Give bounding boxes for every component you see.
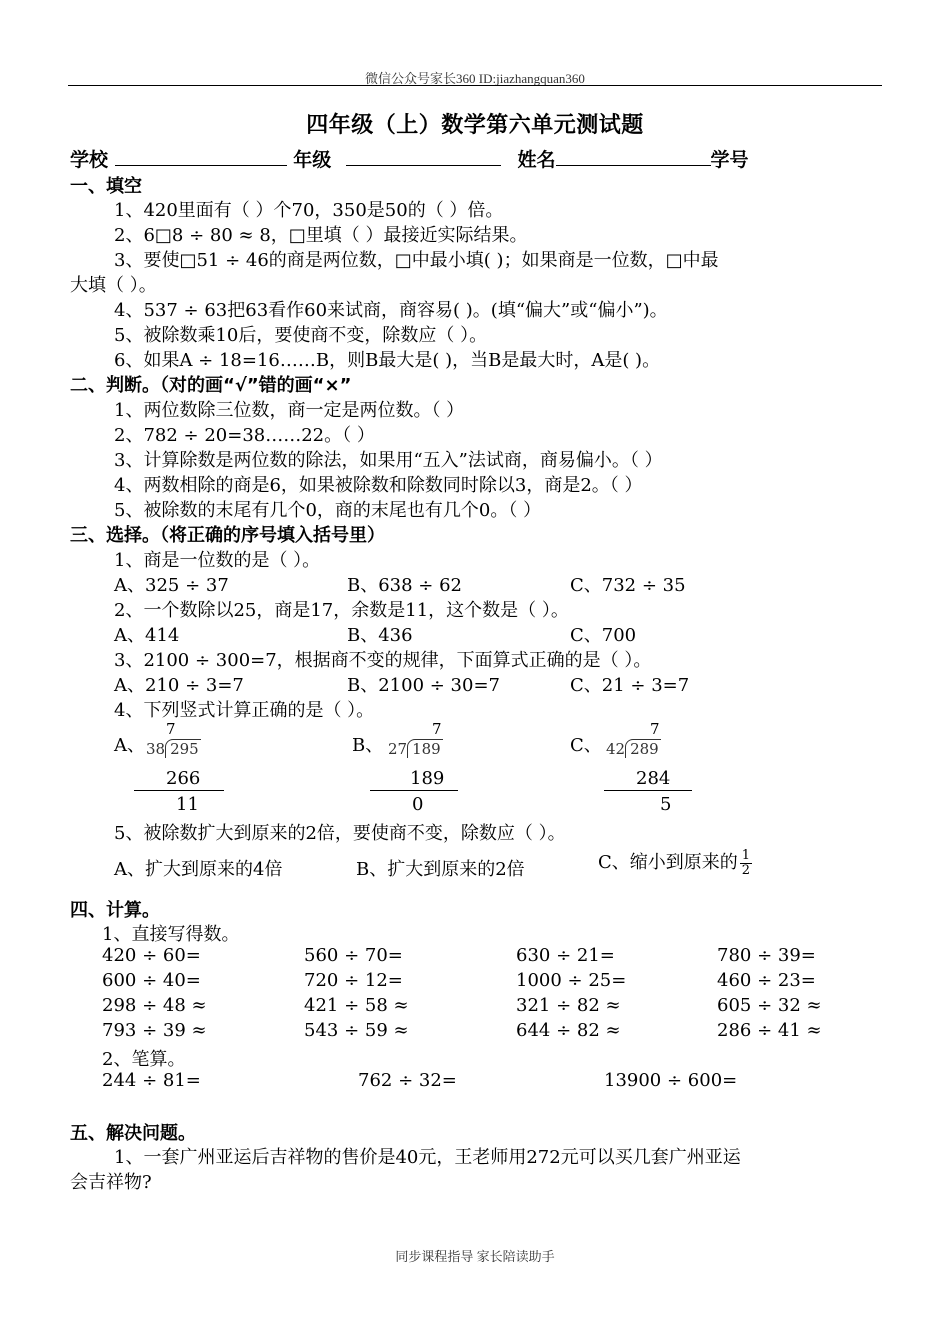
s2-question-5: 5、被除数的末尾有几个0，商的末尾也有几个0。（ ） <box>114 500 542 521</box>
s3-q3-option-b: B、2100 ÷ 30=7 <box>347 675 500 696</box>
ld-a-dividend: 295 <box>165 739 201 758</box>
s3-q5-option-c-text: C、缩小到原来的 <box>598 852 738 873</box>
s5-question-1a: 1、一套广州亚运后吉祥物的售价是40元，王老师用272元可以买几套广州亚运 <box>114 1147 741 1168</box>
page-footer: 同步课程指导 家长陪读助手 <box>395 1249 555 1264</box>
s2-question-4: 4、两数相除的商是6，如果被除数和除数同时除以3，商是2。（ ） <box>114 475 643 496</box>
s3-question-3: 3、2100 ÷ 300=7，根据商不变的规律，下面算式正确的是（ ）。 <box>114 650 652 671</box>
page-title: 四年级（上）数学第六单元测试题 <box>306 113 644 138</box>
ld-b-remainder: 0 <box>412 794 424 815</box>
s3-q4-option-c-label: C、 <box>570 735 602 756</box>
s3-q1-option-c: C、732 ÷ 35 <box>570 575 686 596</box>
s1-question-2: 2、6□8 ÷ 80 ≈ 8，□里填（ ）最接近实际结果。 <box>114 225 528 246</box>
fraction-denominator: 2 <box>741 862 751 878</box>
s1-question-3a: 3、要使□51 ÷ 46的商是两位数，□中最小填( )；如果商是一位数，□中最 <box>114 250 719 271</box>
s2-question-3: 3、计算除数是两位数的除法，如果用“五入”法试商，商易偏小。（ ） <box>114 450 663 471</box>
s3-q1-option-a: A、325 ÷ 37 <box>114 575 229 596</box>
s3-q3-option-c: C、21 ÷ 3=7 <box>570 675 690 696</box>
s1-question-6: 6、如果A ÷ 18=16……B，则B最大是( )，当B是最大时，A是( )。 <box>114 350 661 371</box>
calc-item: 420 ÷ 60= <box>102 945 201 966</box>
name-label: 姓名 <box>517 149 556 171</box>
ld-a-remainder: 11 <box>176 794 199 815</box>
calc-item: 321 ÷ 82 ≈ <box>516 995 621 1016</box>
section-5-heading: 五、解决问题。 <box>70 1123 196 1144</box>
page-header: 微信公众号家长360 ID:jiazhangquan360 <box>365 71 585 86</box>
calc-item: 543 ÷ 59 ≈ <box>304 1020 409 1041</box>
ld-a-rule <box>134 790 224 791</box>
calc-item: 286 ÷ 41 ≈ <box>717 1020 822 1041</box>
s4-sub-2: 2、笔算。 <box>102 1049 186 1070</box>
ld-c-product: 284 <box>636 768 671 789</box>
s3-q4-option-b-label: B、 <box>352 735 384 756</box>
ld-b-division <box>388 740 443 758</box>
ld-c-divisor: 42 <box>606 740 626 758</box>
s3-q5-option-c <box>598 848 752 878</box>
one-half-fraction <box>740 849 752 878</box>
s2-question-2: 2、782 ÷ 20=38……22。（ ） <box>114 425 375 446</box>
s3-q2-option-c: C、700 <box>570 625 637 646</box>
s1-question-4: 4、537 ÷ 63把63看作60来试商，商容易( )。(填“偏大”或“偏小”)。 <box>114 300 668 321</box>
s3-q3-option-a: A、210 ÷ 3=7 <box>114 675 244 696</box>
school-label: 学校 <box>70 149 109 171</box>
header-divider <box>68 85 882 86</box>
s5-question-1b: 会吉祥物? <box>70 1172 152 1193</box>
calc-item: 560 ÷ 70= <box>304 945 403 966</box>
calc-item: 644 ÷ 82 ≈ <box>516 1020 621 1041</box>
written-calc-item: 244 ÷ 81= <box>102 1070 201 1091</box>
ld-c-division <box>606 740 661 758</box>
ld-a-product: 266 <box>166 768 201 789</box>
ld-c-remainder: 5 <box>660 794 672 815</box>
s3-q1-option-b: B、638 ÷ 62 <box>347 575 463 596</box>
s1-question-5: 5、被除数乘10后，要使商不变，除数应（ ）。 <box>114 325 488 346</box>
ld-a-division <box>146 740 201 758</box>
s3-question-2: 2、一个数除以25，商是17，余数是11，这个数是（ ）。 <box>114 600 569 621</box>
calc-item: 298 ÷ 48 ≈ <box>102 995 207 1016</box>
section-1-heading: 一、填空 <box>70 176 142 197</box>
s3-q2-option-b: B、436 <box>347 625 413 646</box>
ld-b-dividend: 189 <box>407 739 443 758</box>
calc-item: 600 ÷ 40= <box>102 970 201 991</box>
calc-item: 460 ÷ 23= <box>717 970 816 991</box>
school-blank[interactable] <box>115 146 287 166</box>
student-info-line <box>70 145 749 172</box>
calc-item: 720 ÷ 12= <box>304 970 403 991</box>
ld-a-divisor: 38 <box>146 740 166 758</box>
s1-question-3b: 大填（ ）。 <box>70 275 157 296</box>
s4-sub-1: 1、直接写得数。 <box>102 924 240 945</box>
section-3-heading: 三、选择。（将正确的序号填入括号里） <box>70 525 385 546</box>
written-calc-item: 13900 ÷ 600= <box>604 1070 738 1091</box>
calc-item: 605 ÷ 32 ≈ <box>717 995 822 1016</box>
s2-question-1: 1、两位数除三位数，商一定是两位数。（ ） <box>114 400 465 421</box>
ld-c-rule <box>604 790 692 791</box>
s3-q5-option-a: A、扩大到原来的4倍 <box>114 859 283 880</box>
s3-q4-option-a-label: A、 <box>114 735 145 756</box>
written-calc-item: 762 ÷ 32= <box>358 1070 457 1091</box>
ld-b-divisor: 27 <box>388 740 408 758</box>
grade-label: 年级 <box>293 149 332 171</box>
s1-question-1: 1、420里面有（ ）个70，350是50的（ ）倍。 <box>114 200 504 221</box>
ld-c-dividend: 289 <box>625 739 661 758</box>
s3-q2-option-a: A、414 <box>114 625 180 646</box>
grade-blank[interactable] <box>346 146 501 166</box>
section-2-heading: 二、判断。（对的画“√”错的画“×” <box>70 375 352 396</box>
calc-item: 793 ÷ 39 ≈ <box>102 1020 207 1041</box>
ld-c-quotient: 7 <box>650 720 660 738</box>
ld-b-rule <box>370 790 458 791</box>
ld-b-quotient: 7 <box>432 720 442 738</box>
s3-question-4: 4、下列竖式计算正确的是（ ）。 <box>114 700 375 721</box>
calc-item: 1000 ÷ 25= <box>516 970 627 991</box>
s3-question-1: 1、商是一位数的是（ ）。 <box>114 550 321 571</box>
ld-b-product: 189 <box>410 768 445 789</box>
ld-a-quotient: 7 <box>166 720 176 738</box>
s3-q5-option-b: B、扩大到原来的2倍 <box>356 859 525 880</box>
calc-item: 780 ÷ 39= <box>717 945 816 966</box>
section-4-heading: 四、计算。 <box>70 900 160 921</box>
fraction-numerator: 1 <box>741 847 751 863</box>
name-blank[interactable] <box>556 146 711 166</box>
calc-item: 630 ÷ 21= <box>516 945 615 966</box>
calc-item: 421 ÷ 58 ≈ <box>304 995 409 1016</box>
s3-question-5: 5、被除数扩大到原来的2倍，要使商不变，除数应（ ）。 <box>114 823 566 844</box>
number-label: 学号 <box>710 149 749 171</box>
